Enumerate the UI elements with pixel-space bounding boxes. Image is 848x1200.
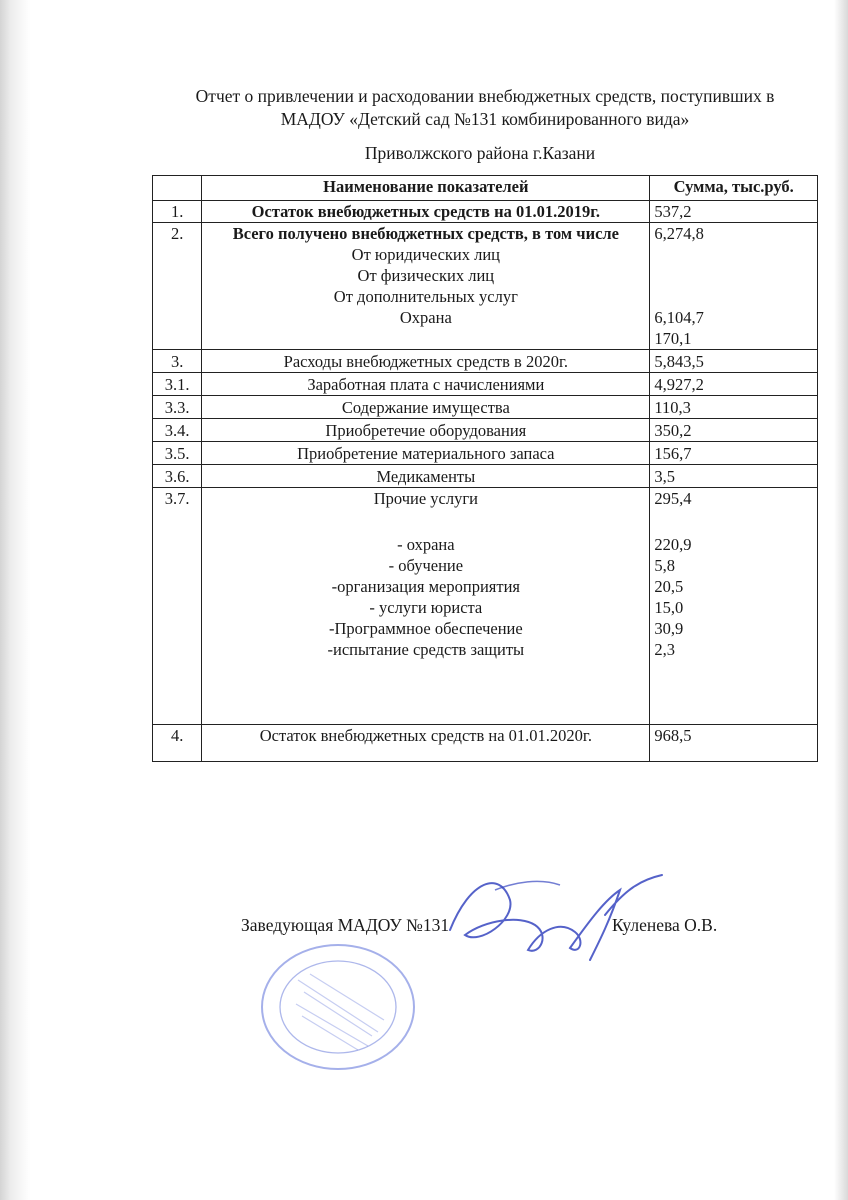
- table-row: [153, 442, 818, 465]
- header-name-cell: Наименование показателей: [202, 176, 650, 201]
- sub-item-amount: 20,5: [654, 577, 684, 596]
- row-name-block: [202, 223, 650, 350]
- row-amount: 3,5: [650, 465, 818, 488]
- row-name: Приобретечие оборудования: [202, 419, 650, 442]
- row-name: Приобретение материального запаса: [202, 442, 650, 465]
- sub-item-amount: 30,9: [654, 619, 684, 638]
- row-name: Остаток внебюджетных средств на 01.01.2019г.: [202, 201, 650, 223]
- row-num: 4.: [153, 725, 202, 762]
- row-name-block: [202, 488, 650, 725]
- table-row: [153, 350, 818, 373]
- spacer: [206, 660, 645, 724]
- row-num: 3.1.: [153, 373, 202, 396]
- sub-item-name: От дополнительных услуг: [333, 287, 518, 306]
- row-amount: 350,2: [650, 419, 818, 442]
- row-amount: 4,927,2: [650, 373, 818, 396]
- sub-item-name: От юридических лиц: [351, 245, 501, 264]
- row-amount: 537,2: [650, 201, 818, 223]
- sub-item-amount: 2,3: [654, 640, 675, 659]
- sub-item-amount: [654, 286, 813, 307]
- row-name: Медикаменты: [202, 465, 650, 488]
- sub-item-name: - обучение: [388, 556, 464, 575]
- sub-item-name: Охрана: [399, 308, 452, 327]
- header-amount-cell: Сумма, тыс.руб.: [650, 176, 818, 201]
- sub-item-amount: 6,104,7: [654, 308, 704, 327]
- spacer: [206, 509, 645, 534]
- row-name: Заработная плата с начислениями: [202, 373, 650, 396]
- row-amount: 156,7: [650, 442, 818, 465]
- sub-item-name: -Программное обеспечение: [328, 619, 523, 638]
- row-num: 3.6.: [153, 465, 202, 488]
- table-row: [153, 373, 818, 396]
- spacer: [654, 509, 813, 534]
- organization-stamp: [258, 940, 418, 1075]
- table-row: [153, 223, 818, 350]
- row-name: Остаток внебюджетных средств на 01.01.2020г.: [202, 725, 650, 762]
- row-name: Всего получено внебюджетных средств, в том числе: [232, 224, 619, 243]
- table-header-row: [153, 176, 818, 201]
- header-num-cell: [153, 176, 202, 201]
- row-num: 3.7.: [153, 488, 202, 725]
- spacer: [654, 244, 813, 265]
- sub-item-amount: [654, 265, 813, 286]
- sub-item-name: - услуги юриста: [369, 598, 483, 617]
- row-amount-block: [650, 488, 818, 725]
- sub-item-amount: 170,1: [654, 329, 692, 348]
- report-table: [152, 175, 818, 762]
- row-amount: 5,843,5: [650, 350, 818, 373]
- table-row: [153, 465, 818, 488]
- row-num: 3.3.: [153, 396, 202, 419]
- signatory-name: Куленева О.В.: [612, 915, 718, 935]
- table-row: [153, 419, 818, 442]
- row-num: 2.: [153, 223, 202, 350]
- sub-item-name: - охрана: [397, 535, 455, 554]
- row-name: Расходы внебюджетных средств в 2020г.: [202, 350, 650, 373]
- row-num: 3.4.: [153, 419, 202, 442]
- table-row: [153, 488, 818, 725]
- row-amount: 6,274,8: [654, 224, 704, 243]
- scan-shadow-right: [834, 0, 848, 1200]
- row-name: Содержание имущества: [202, 396, 650, 419]
- row-name: Прочие услуги: [373, 489, 478, 508]
- document-subtitle: Приволжского района г.Казани: [364, 143, 596, 163]
- sub-item-name: От физических лиц: [357, 266, 495, 285]
- sub-item-amount: 15,0: [654, 598, 684, 617]
- row-num: 3.: [153, 350, 202, 373]
- table-row: [153, 201, 818, 223]
- document-title: [120, 85, 848, 131]
- title-line-1: Отчет о привлечении и расходовании внебюджетных средств, поступивших в: [195, 86, 775, 106]
- signature-scribble: [440, 860, 670, 970]
- row-num: 3.5.: [153, 442, 202, 465]
- row-num: 1.: [153, 201, 202, 223]
- row-amount-block: [650, 223, 818, 350]
- signatory-position: Заведующая МАДОУ №131: [241, 915, 450, 935]
- sub-item-amount: 220,9: [654, 535, 692, 554]
- sub-item-name: -организация мероприятия: [331, 577, 521, 596]
- row-amount: 295,4: [654, 489, 692, 508]
- row-amount: 968,5: [650, 725, 818, 762]
- title-line-2: МАДОУ «Детский сад №131 комбинированного вида»: [280, 109, 690, 129]
- table-row: [153, 725, 818, 762]
- sub-item-amount: 5,8: [654, 556, 675, 575]
- table-row: [153, 396, 818, 419]
- row-amount: 110,3: [650, 396, 818, 419]
- sub-item-name: -испытание средств защиты: [327, 640, 525, 659]
- scan-shadow-left: [0, 0, 30, 1200]
